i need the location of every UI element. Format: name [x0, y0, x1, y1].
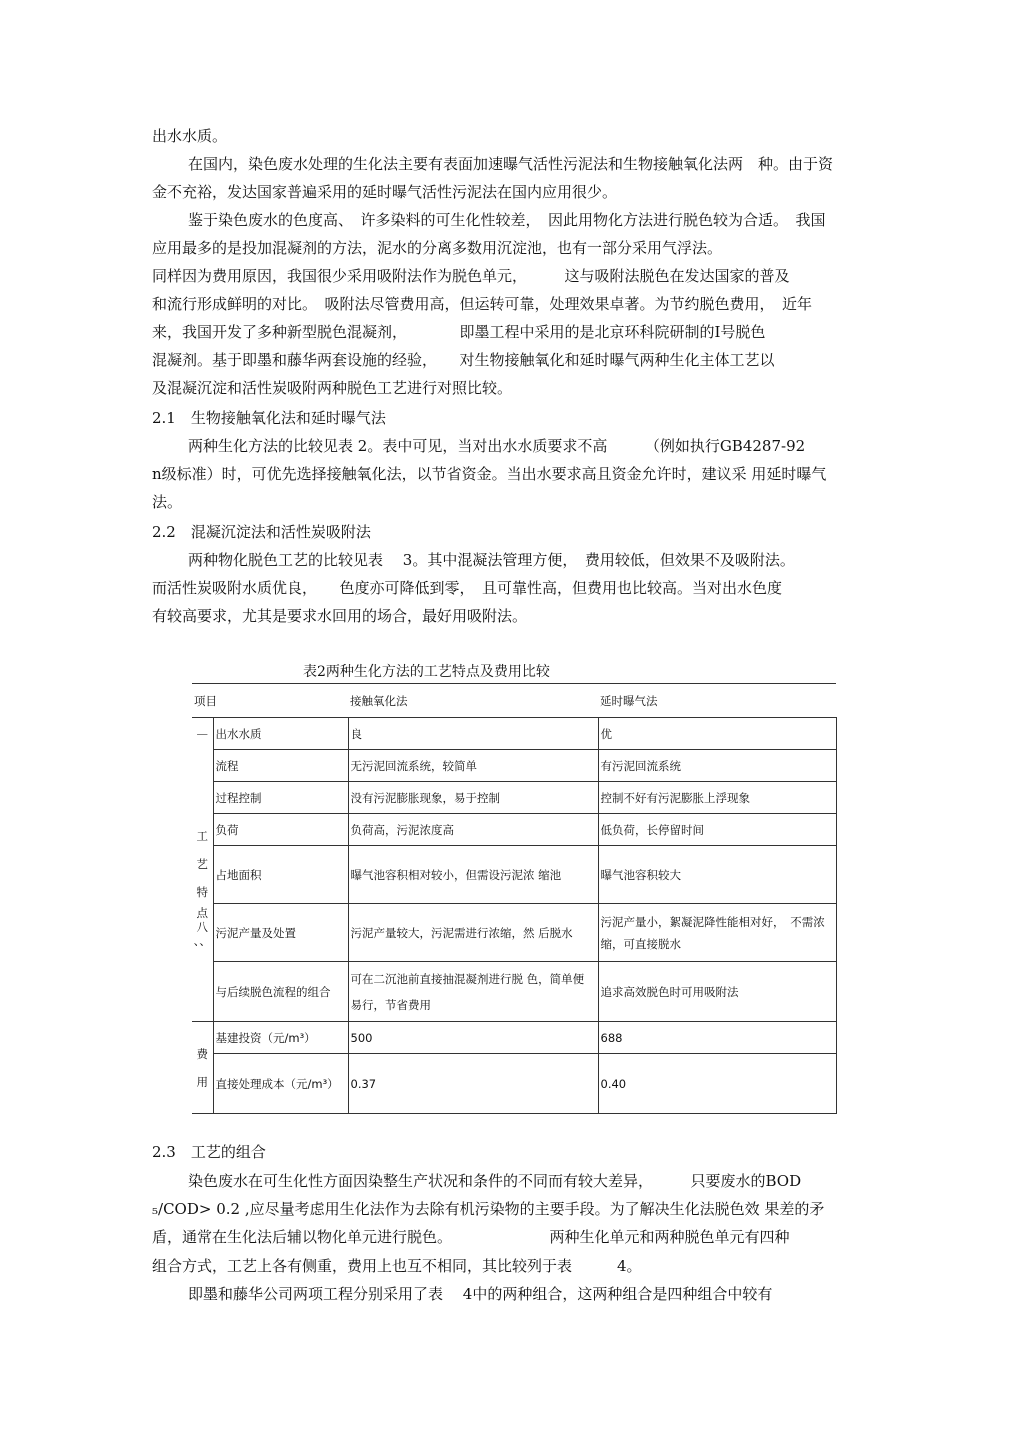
header-extended-aeration: 延时曝气法 [598, 684, 836, 718]
table-caption: 表2两种生化方法的工艺特点及费用比较 [303, 664, 550, 680]
table-cell: 曝气池容积相对较小，但需设污泥浓 缩池 [348, 846, 598, 904]
table-row [192, 750, 836, 782]
paragraph-line: 有较高要求，尤其是要求水回用的场合，最好用吸附法。 [152, 607, 528, 625]
group-label-process [192, 750, 213, 1022]
header-contact-oxidation: 接触氧化法 [348, 684, 598, 718]
table-cell: 占地面积 [213, 846, 348, 904]
paragraph-line: 金不充裕，发达国家普遍采用的延时曝气活性污泥法在国内应用很少。 [152, 183, 618, 201]
paragraph-line: 两种物化脱色工艺的比较见表 3。其中混凝法管理方便， 费用较低，但效果不及吸附法。 [188, 551, 795, 569]
table-cell: 直接处理成本（元/m³） [213, 1054, 348, 1114]
paragraph-line: 而活性炭吸附水质优良， 色度亦可降低到零， 且可靠性高，但费用也比较高。当对出水色度 [152, 579, 783, 597]
table-row [192, 782, 836, 814]
table-row [192, 718, 836, 750]
group-marker: — [192, 718, 213, 750]
group-char: 特 [196, 885, 208, 900]
table-cell: 追求高效脱色时可用吸附法 [598, 962, 836, 1022]
group-char: 艺 [196, 857, 208, 872]
table-cell: 曝气池容积较大 [598, 846, 836, 904]
table-cell: 688 [598, 1022, 836, 1054]
table-row [192, 962, 836, 1022]
paragraph-line: 即墨和藤华公司两项工程分别采用了表 4中的两种组合，这两种组合是四种组合中较有 [188, 1285, 773, 1303]
paragraph-line: 应用最多的是投加混凝剂的方法，泥水的分离多数用沉淀池，也有一部分采用气浮法。 [152, 239, 723, 257]
table-cell: 可在二沉池前直接抽混凝剂进行脱 色，简单便易行，节省费用 [348, 962, 598, 1022]
paragraph-line: 在国内，染色废水处理的生化法主要有表面加速曝气活性污泥法和生物接触氧化法两 种。由于资 [188, 155, 834, 173]
table-cell: 没有污泥膨胀现象，易于控制 [348, 782, 598, 814]
group-label-cost [192, 1022, 213, 1114]
section-heading: 2.3 工艺的组合 [152, 1143, 266, 1161]
paragraph-line: ₅/COD> 0.2 ,应尽量考虑用生化法作为去除有机污染物的主要手段。为了解决生化法脱色效 果差的矛 [152, 1200, 825, 1218]
header-item: 项目 [192, 684, 348, 718]
table-cell: 有污泥回流系统 [598, 750, 836, 782]
group-char: 用 [196, 1074, 208, 1089]
group-char: 工 [196, 829, 208, 844]
table-cell: 500 [348, 1022, 598, 1054]
paragraph-line: n级标准）时，可优先选择接触氧化法，以节省资金。当出水要求高且资金允许时，建议采 用延时曝气 [152, 465, 827, 483]
table-cell: 优 [598, 718, 836, 750]
paragraph-line: 鉴于染色废水的色度高、 许多染料的可生化性较差， 因此用物化方法进行脱色较为合适。 我国 [188, 211, 826, 229]
paragraph-line: 组合方式，工艺上各有侧重，费用上也互不相同，其比较列于表 4。 [152, 1257, 642, 1275]
table-cell: 低负荷，长停留时间 [598, 814, 836, 846]
paragraph-line: 染色废水在可生化性方面因染整生产状况和条件的不同而有较大差异， 只要废水的BOD [188, 1172, 802, 1190]
paragraph-line: 同样因为费用原因，我国很少采用吸附法作为脱色单元， 这与吸附法脱色在发达国家的普及 [152, 267, 790, 285]
paragraph-line: 出水水质。 [152, 127, 228, 145]
paragraph-line: 及混凝沉淀和活性炭吸附两种脱色工艺进行对照比较。 [152, 379, 513, 397]
paragraph-line: 混凝剂。基于即墨和藤华两套设施的经验， 对生物接触氧化和延时曝气两种生化主体工艺以 [152, 351, 775, 369]
table-cell: 基建投资（元/m³） [213, 1022, 348, 1054]
paragraph-line: 法。 [152, 493, 183, 511]
paragraph-line: 盾，通常在生化法后辅以物化单元进行脱色。 两种生化单元和两种脱色单元有四种 [152, 1228, 790, 1246]
group-char: 费 [196, 1046, 208, 1061]
table-cell: 流程 [213, 750, 348, 782]
table-row [192, 1054, 836, 1114]
table-cell: 控制不好有污泥膨胀上浮现象 [598, 782, 836, 814]
paragraph-line: 和流行形成鲜明的对比。 吸附法尽管费用高，但运转可靠，处理效果卓著。为节约脱色费用， 近年 [152, 295, 813, 313]
table-cell: 负荷 [213, 814, 348, 846]
table-cell: 良 [348, 718, 598, 750]
table-cell: 0.37 [348, 1054, 598, 1114]
table-cell: 污泥产量较大，污泥需进行浓缩，然 后脱水 [348, 904, 598, 962]
table-cell: 0.40 [598, 1054, 836, 1114]
table-cell: 污泥产量小，絮凝泥降性能相对好， 不需浓缩，可直接脱水 [598, 904, 836, 962]
table-cell: 出水水质 [213, 718, 348, 750]
table-cell: 无污泥回流系统，较简单 [348, 750, 598, 782]
table-cell: 过程控制 [213, 782, 348, 814]
table-row [192, 1022, 836, 1054]
table-cell: 负荷高，污泥浓度高 [348, 814, 598, 846]
comparison-table [192, 683, 837, 1114]
paragraph-line: 来，我国开发了多种新型脱色混凝剂， 即墨工程中采用的是北京环科院研制的I号脱色 [152, 323, 766, 341]
table-row [192, 814, 836, 846]
table-cell: 污泥产量及处置 [213, 904, 348, 962]
group-char: 点八 [196, 906, 208, 935]
table-cell: 与后续脱色流程的组合 [213, 962, 348, 1022]
table-row [192, 846, 836, 904]
table-row [192, 904, 836, 962]
paragraph-line: 两种生化方法的比较见表 2。表中可见，当对出水水质要求不高 （例如执行GB4287-92 [188, 437, 806, 455]
section-heading: 2.2 混凝沉淀法和活性炭吸附法 [152, 523, 371, 541]
group-char: 、、 [193, 934, 211, 949]
section-heading: 2.1 生物接触氧化法和延时曝气法 [152, 409, 386, 427]
table-header-row [192, 684, 836, 718]
